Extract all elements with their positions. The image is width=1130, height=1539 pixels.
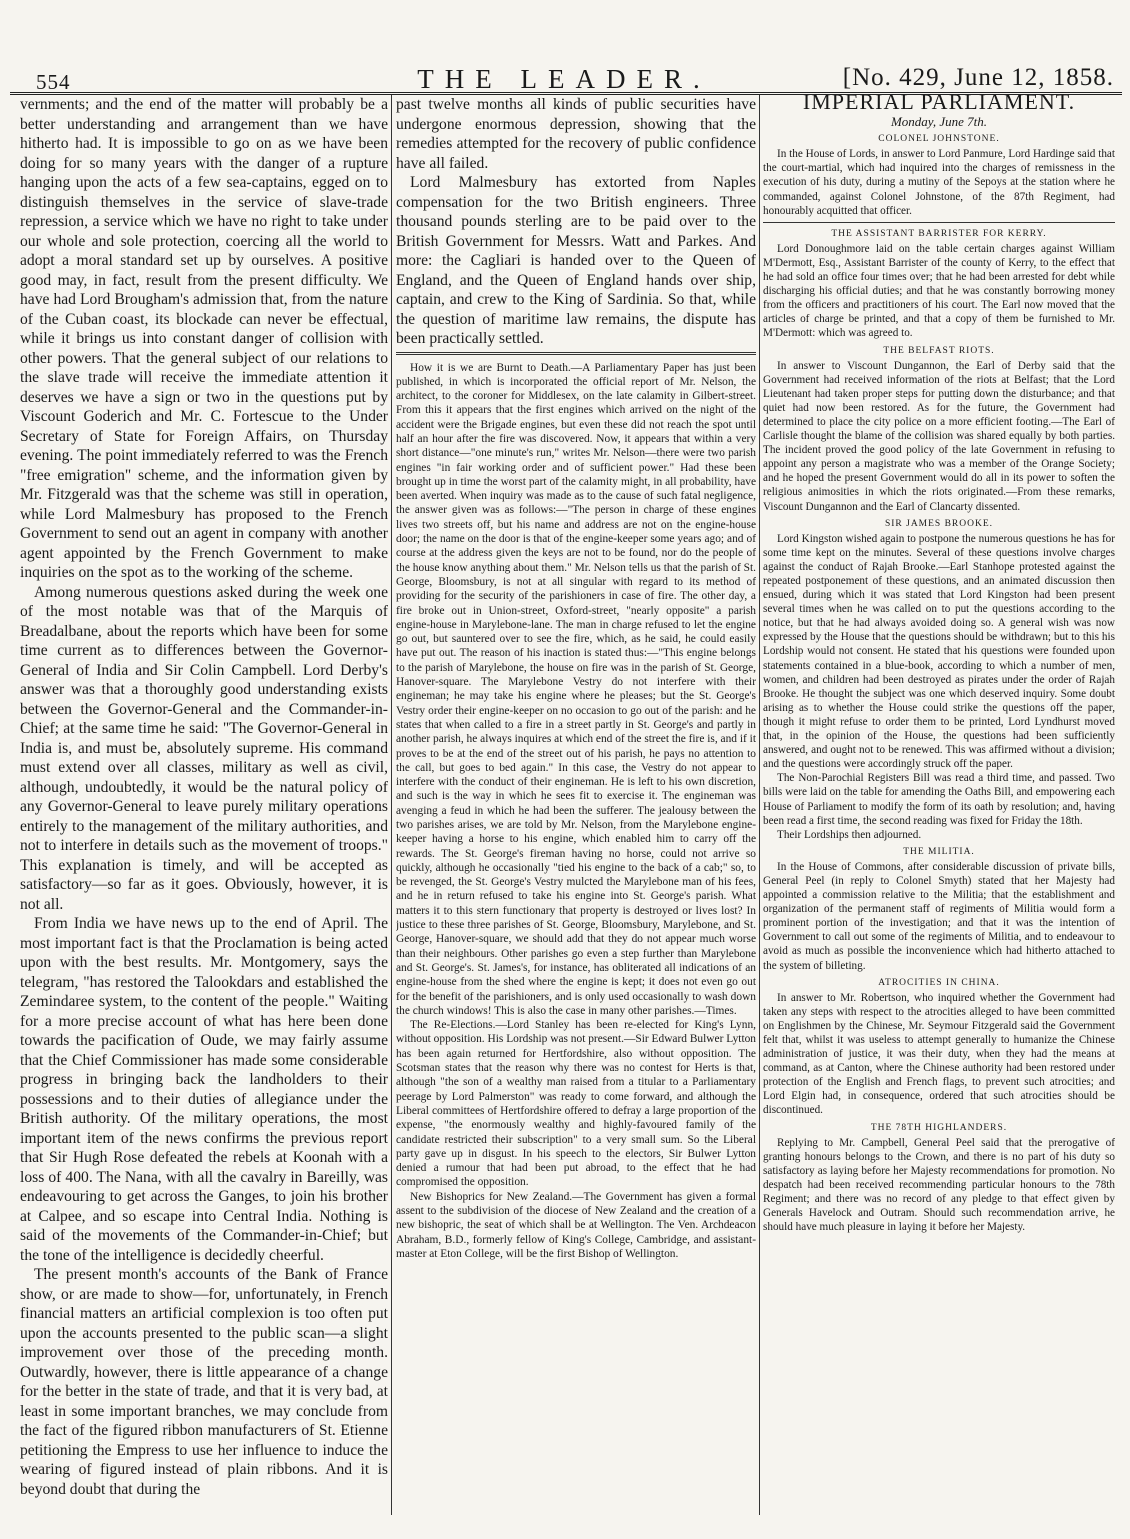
column-divider [391,95,392,1515]
section-rule [396,352,756,355]
paragraph: past twelve months all kinds of public securities have undergone enormous depression, showing that the remedies attempted for the recovery of public confidence have all failed. [396,96,756,172]
paragraph: Among numerous questions asked during the week one of the most notable was that of the Marquis of Breadalbane, about the reports which have been for some time current as to differences between the Governor-General of India and Sir Colin Campbell. Lord Derby's answer was that a thoroughly good understanding exists between the Governor-General and the Commander-in-Chief; at the same time he said: "The Governor-General in India is, and must be, absolutely supreme. His command must extend over all classes, military as well as civil, although, undoubtedly, it would be the natural policy of any Governor-General to leave purely military operations entirely to the management of the military authorities, and not to interfere in details such as the movement of troops." This explanation is timely, and will be accepted as satisfactory—so far as it goes. Obviously, however, it is not all. [20,583,388,913]
subheading: SIR JAMES BROOKE. [884,518,994,529]
report-paragraph: The Non-Parochial Registers Bill was read a third time, and passed. Two bills were laid on the table for amending the Oaths Bill, and empowering each House of Parliament to modify the form of its oath by resolution; and, having been read a first time, the second reading was fixed for Friday the 18th. [763,772,1115,827]
column-3 [763,95,1115,1515]
paragraph: Lord Malmesbury has extorted from Naples compensation for the two British engineers. Three thousand pounds sterling are to be paid over to the British Government for Messrs. Watt and Parkes. And more: the Cagliari is handed over to the Queen of England, and the Queen of England hands over ship, captain, and crew to the King of Sardinia. So that, while the question of maritime law remains, the dispute has been practically settled. [396,174,756,347]
column-1 [20,95,388,1515]
news-item: How it is we are Burnt to Death.—A Parliamentary Paper has just been published, in which is incorporated the official report of Mr. Nelson, the architect, to the coroner for Middlesex, on the late calamity in Gilbert-street. From this it appears that the first engines which arrived on the night of the accident were the Brigade engines, but even these did not reach the spot until half an hour after the fire was discovered. Now, it appears that within a very short distance—"one minute's run," writes Mr. Nelson—there were two parish engines "in fair working order and of sufficient power." Had these been brought up in time the worst part of the calamity might, in all probability, have been averted. When inquiry was made as to the cause of such fatal negligence, the answer given was as follows:—"The person in charge of these engines lives two streets off, but his name and address are not on the engine-house door; the name on the door is that of the engine-keeper some years ago; and of course at the address given the keys are not to be found, nor do the people of the house know anything about them." Mr. Nelson tells us that the parish of St. George, Bloomsbury, is not at all singular with regard to its method of providing for the security of the parishioners in case of fire. The other day, a fire broke out in Union-street, Oxford-street, "nearly opposite" a parish engine-house in Marylebone-lane. The man in charge refused to let the engine go out, but sauntered over to see the fire, which, as he said, he could easily have put out. The reason of his inaction is stated thus:—"This engine belongs to the parish of Marylebone, the house on fire was in the parish of St. George, Hanover-square. The Marylebone Vestry do not interfere with their engineman; he may take his engine where he pleases; but the St. George's Vestry order their engine-keeper on no occasion to go out of the parish: and he states that when called to a fire in a street partly in St. George's and partly in another parish, he always inquires at which end of the street the fire is, and if it proves to be at the end of the street out of his parish, he pays no attention to the call, but goes to bed again." In this case, the Vestry do not appear to interfere with the conduct of their engineman. He is left to his own discretion, and such is the way in which he sees fit to exercise it. The engineman was avenging a feud in which he had been the sufferer. The jealousy between the two parishes arises, we are told by Mr. Nelson, from the Marylebone engine-keeper having a horse to his engine, which enabled him to carry off the rewards. The St. George's fireman having no horse, could not arrive so quickly, although he occasionally "tied his engine to the back of a cab;" so, to be revenged, the St. George's Vestry mulcted the Marylebone man of his fees, and he in return refused to take his engine into St. George's parish. What matters it to this stern functionary that property is destroyed or lives lost? In justice to these three parishes of St. George, Bloomsbury, Marylebone, and St. George, Hanover-square, we should add that they do not appear much worse than their neighbours. Other parishes go even a step further than Marylebone and St. George's. St. James's, for instance, has obliterated all indications of an engine-house from the shed where the engine is kept; it does not even go out for the benefit of the parishioners, and is only used occasionally to wash down the church windows! This is also the case in many other parishes.—Times. [396,361,756,1017]
paragraph: The present month's accounts of the Bank of France show, or are made to show—for, unfortunately, in French financial matters an artificial complexion is too often put upon the accounts presented to the public scan—a slight improvement over those of the preceding month. Outwardly, however, there is little appearance of a change for the better in the state of trade, and that it is very bad, at least in some important branches, we may conclude from the fact of the figured ribbon manufacturers of St. Etienne petitioning the Empress to use her influence to induce the wearing of figured instead of plain ribbons. And it is beyond doubt that during the [20,1266,388,1498]
subheading: THE MILITIA. [903,846,975,857]
leader-continuation [396,95,756,349]
news-item: New Bishoprics for New Zealand.—The Government has given a formal assent to the subdivision of the diocese of New Zealand and the creation of a new bishopric, the seat of which shall be at Wellington. The Ven. Archdeacon Abraham, B.D., formerly fellow of King's College, Cambridge, and assistant-master at Eton College, will be the first Bishop of Wellington. [396,1190,756,1260]
dateline: Monday, June 7th. [890,114,988,130]
paper-name: THE LEADER. [417,64,711,94]
report-paragraph: In the House of Commons, after considerable discussion of private bills, General Peel (in reply to Colonel Smyth) stated that her Majesty had appointed a commission relative to the Militia; that the establishment and organization of the permanent staff of regiments of Militia would form a prominent portion of the investigation; and that it was the intention of Government to call out some of the regiments of Militia, and to endeavour to avoid as much as possible the inconvenience which had hitherto attached to the system of billeting. [763,860,1115,972]
report-paragraph: In answer to Viscount Dungannon, the Earl of Derby said that the Government had received information of the riots at Belfast; that the Lord Lieutenant had taken proper steps for putting down the disturbance; and that quiet had now been restored. As for the future, the Government had determined to place the city police on a more efficient footing.—The Earl of Carlisle thought the blame of the collision was shared equally by both parties. The incident proved the good policy of the late Government in refusing to appoint any person a magistrate who was a member of the Orange Society; and he hoped the present Government would do all in its power to soften the religious animosities in which the riots originated.—From these remarks, Viscount Dungannon and the Earl of Clancarty dissented. [763,359,1115,513]
report-paragraph: In answer to Mr. Robertson, who inquired whether the Government had taken any steps with respect to the atrocities alleged to have been committed on Englishmen by the Chinese, Mr. Seymour Fitzgerald said the Government felt that, whilst it was useless to attempt generally to humanize the Chinese administration of justice, it was their duty, when they had the means at command, as at Canton, where the Chinese authority had been restored under protection of the English and French flags, to prevent such atrocities; and Lord Elgin had, in consequence, ordered that such atrocities should be discontinued. [763,991,1115,1117]
section-title: IMPERIAL PARLIAMENT. [802,95,1076,114]
report-paragraph: Their Lordships then adjourned. [777,828,922,841]
news-item: The Re-Elections.—Lord Stanley has been re-elected for King's Lynn, without opposition. His Lordship was not present.—Sir Edward Bulwer Lytton has been again returned for Hertfordshire, also without opposition. The Scotsman states that the reason why there was no contest for Herts is that, although "the son of a wealthy man raised from a titular to a Parliamentary peerage by Lord Palmerston" was ready to come forward, and although the Liberal committees of Hertfordshire offered to defray a large proportion of the expense, "the enormously wealthy and highly-favoured family of the candidate restricted their subscription" to a very small sum. So the Liberal party gave up in disgust. In his speech to the electors, Sir Bulwer Lytton denied a rumour that had been put abroad, to the effect that he had compromised the opposition. [396,1019,756,1189]
subheading: ATROCITIES IN CHINA. [878,977,1000,988]
report-paragraph: Replying to Mr. Campbell, General Peel said that the prerogative of granting honours belongs to the Crown, and there is no part of his duty so satisfactory as laying before her Majesty recommendations for promotion. No despatch had been received recommending particular honours to the 78th Regiment; and there was no record of any pledge to that effect given by Generals Havelock and Outram. Should such recommendation arrive, he should have much pleasure in laying it before her Majesty. [763,1136,1115,1234]
paragraph: From India we have news up to the end of April. The most important fact is that the Proclamation is being acted upon with the best results. Mr. Montgomery, says the telegram, "has restored the Talookdars and established the Zemindaree system, to the content of the people." Waiting for a more precise account of what has here been done towards the pacification of Oude, we may fairly assume that the Chief Commissioner has made some considerable progress in bringing back the landholders to their possessions and to their duties of allegiance under the British authority. Of the military operations, the most important item of the news confirms the previous report that Sir Hugh Rose defeated the rebels at Koonah with a loss of 400. The Nana, with all the cavalry in Bareilly, was endeavouring to get across the Ganges, to join his brother at Calpee, and so escape into Central India. Nothing is said of the movements of the Commander-in-Chief; but the tone of the intelligence is decidedly cheerful. [20,915,388,1264]
subheading: THE 78TH HIGHLANDERS. [870,1122,1008,1133]
paragraph: vernments; and the end of the matter will probably be a better understanding and arrangement than we have hitherto had. It is impossible to go on as we have been doing for so many years with the danger of a rupture hanging upon the acts of a few sea-captains, egged on to distinguish themselves in the service of slave-trade repression, a service which we have no right to take under our whole and sole protection, coercing all the world to adopt a moral standard set up by ourselves. A positive good may, in fact, result from the present difficulty. We have had Lord Brougham's admission that, from the nature of the Cuban coast, its blockade can never be effectual, while it brings us into constant danger of collision with other powers. That the general subject of our relations to the slave trade will receive the immediate attention it deserves we have a sign or two in the questions put by Viscount Goderich and Mr. C. Fortescue to the Under Secretary of State for Foreign Affairs, on Thursday evening. The point immediately referred to was the French "free emigration" scheme, and the information given by Mr. Fitzgerald was that the scheme was still in operation, while Lord Malmesbury has proposed to the French Government to send out an agent in company with another agent appointed by the French Government to make inquiries on the spot as to the working of the scheme. [20,96,388,581]
subheading: COLONEL JOHNSTONE. [878,134,1000,145]
divider [763,222,1115,223]
report-paragraph: Lord Donoughmore laid on the table certain charges against William M'Dermott, Esq., Assistant Barrister of the county of Kerry, to the effect that he had sold an office four times over; that he had been arrested for debt while discharging his official duties; and that he was constantly borrowing money from the officers and practitioners of his court. The Earl now moved that the articles of charge be printed, and that a copy of them be furnished to Mr. M'Dermott: which was agreed to. [763,242,1115,340]
issue-line: [No. 429, June 12, 1858. [842,64,1114,91]
column-divider [759,95,760,1515]
news-items [396,361,756,1262]
report-paragraph: Lord Kingston wished again to postpone the numerous questions he has for some time kept on the minutes. Several of these questions involve charges against the conduct of Rajah Brooke.—Earl Stanhope protested against the repeated postponement of these questions, and an animated discussion then ensued, during which it was stated that Lord Kingston had been present several times when he was called on to put the questions according to the notice, but that he had always avoided doing so. A general wish was now expressed by the House that the questions should be withdrawn; but to this his Lordship would not consent. He stated that his questions were founded upon statements contained in a blue-book, according to which a number of men, women, and children had been destroyed as pirates under the order of Rajah Brooke. He thought the subject was one which deserved inquiry. Some doubt arising as to whether the House could strike the questions off the paper, though it might refuse to order them to be printed, Lord Lyndhurst moved that, in the opinion of the House, the questions had been sufficiently answered, and ought not to be renewed. This was affirmed without a division; and the questions were accordingly struck off the paper. [763,532,1115,771]
column-2 [396,95,756,1515]
page-number: 554 [36,70,71,94]
report-paragraph: In the House of Lords, in answer to Lord Panmure, Lord Hardinge said that the court-martial, which had inquired into the charges of remissness in the execution of his duty, during a mutiny of the Sepoys at the station where he commanded, against Colonel Johnstone, of the 87th Regiment, had honourably acquitted that officer. [763,148,1115,217]
masthead [8,60,1120,94]
subheading: THE ASSISTANT BARRISTER FOR KERRY. [831,228,1047,239]
subheading: THE BELFAST RIOTS. [883,345,995,356]
